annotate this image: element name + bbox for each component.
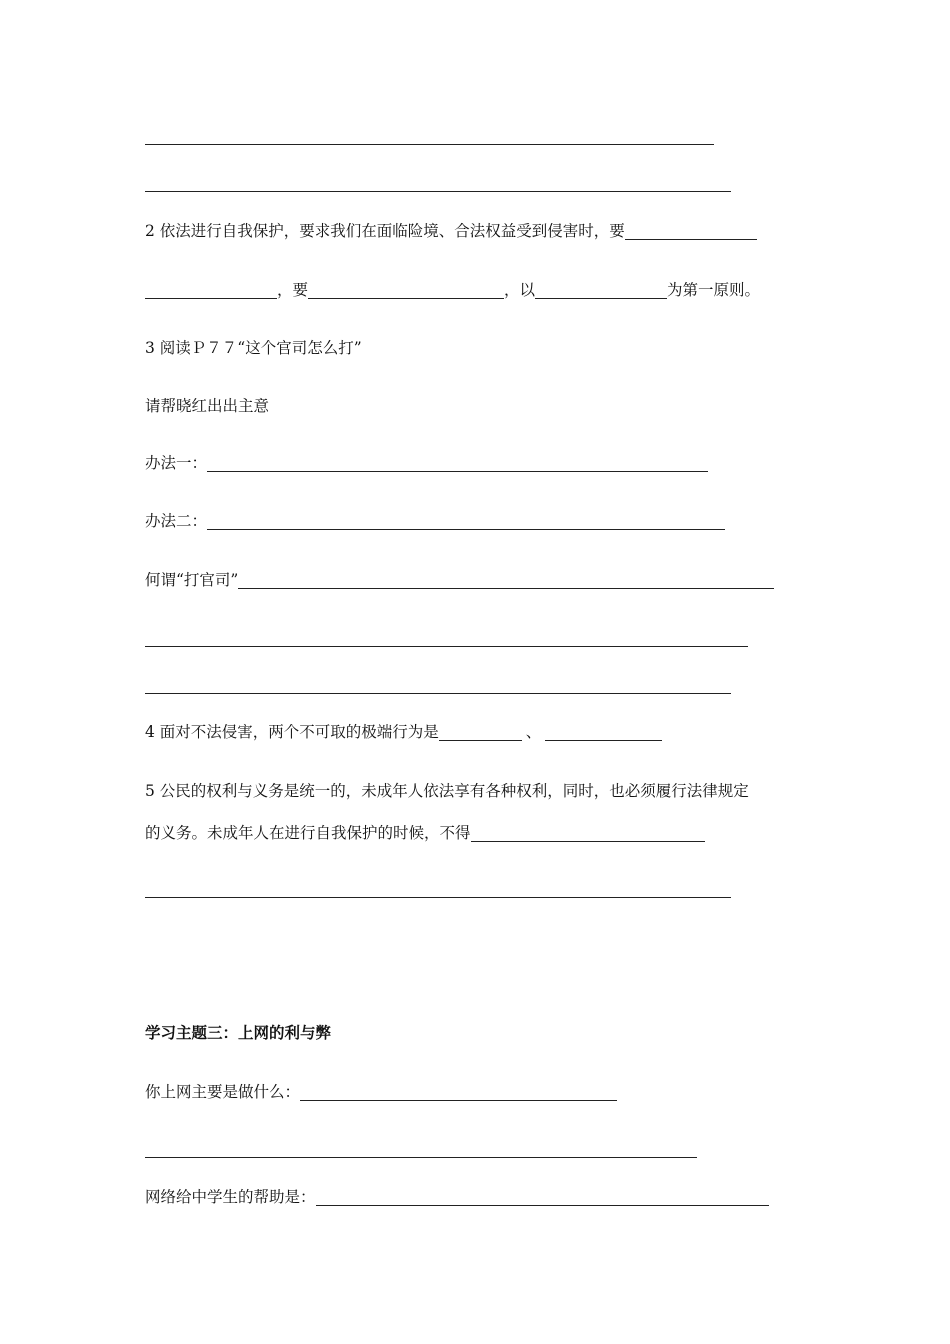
answer-blank[interactable] — [300, 1083, 617, 1101]
answer-line[interactable] — [145, 897, 731, 898]
answer-blank[interactable] — [238, 571, 774, 589]
question-2-line-1 — [145, 221, 757, 241]
answer-blank[interactable] — [439, 723, 522, 741]
question-2-text-yao: ，要 — [277, 281, 309, 299]
lawsuit-label: 何谓“打官司” — [145, 571, 239, 589]
purpose-row — [145, 1082, 617, 1102]
answer-blank[interactable] — [207, 512, 725, 530]
question-4-separator: 、 — [525, 723, 542, 741]
topic-3-heading: 学习主题三：上网的利与弊 — [145, 1024, 332, 1042]
question-5-line-1 — [145, 781, 749, 801]
answer-blank[interactable] — [471, 824, 705, 842]
help-label: 网络给中学生的帮助是： — [145, 1188, 316, 1206]
question-2-text-ending: 为第一原则。 — [667, 281, 761, 299]
answer-line[interactable] — [145, 1157, 697, 1158]
question-5-text-1: 5 公民的权利与义务是统一的，未成年人依法享有各种权利，同时，也必须履行法律规定 — [145, 782, 749, 800]
answer-blank[interactable] — [316, 1188, 769, 1206]
question-5-line-2 — [145, 823, 705, 843]
answer-line[interactable] — [145, 693, 731, 694]
question-2-line-2 — [145, 280, 760, 300]
question-5-text-2: 的义务。未成年人在进行自我保护的时候，不得 — [145, 824, 471, 842]
answer-blank[interactable] — [545, 723, 662, 741]
question-4-row — [145, 722, 662, 742]
question-3-prompt: 请帮晓红出出主意 — [145, 397, 270, 415]
lawsuit-row — [145, 570, 774, 590]
answer-blank[interactable] — [535, 281, 667, 299]
method-1-label: 办法一： — [145, 454, 208, 472]
method-2-label: 办法二： — [145, 512, 208, 530]
answer-line[interactable] — [145, 646, 748, 647]
purpose-label: 你上网主要是做什么： — [145, 1083, 301, 1101]
answer-blank[interactable] — [207, 454, 708, 472]
answer-blank[interactable] — [308, 281, 504, 299]
help-row — [145, 1187, 769, 1207]
question-4-text: 4 面对不法侵害，两个不可取的极端行为是 — [145, 723, 439, 741]
question-2-text: 2 依法进行自我保护，要求我们在面临险境、合法权益受到侵害时，要 — [145, 222, 625, 240]
method-2-row — [145, 511, 725, 531]
answer-blank[interactable] — [145, 281, 277, 299]
answer-line[interactable] — [145, 191, 731, 192]
answer-blank[interactable] — [625, 222, 757, 240]
question-3-title: 3 阅读Ｐ７７“这个官司怎么打” — [145, 339, 362, 357]
answer-line[interactable] — [145, 144, 714, 145]
question-2-text-yi: ，以 — [504, 281, 536, 299]
method-1-row — [145, 453, 708, 473]
